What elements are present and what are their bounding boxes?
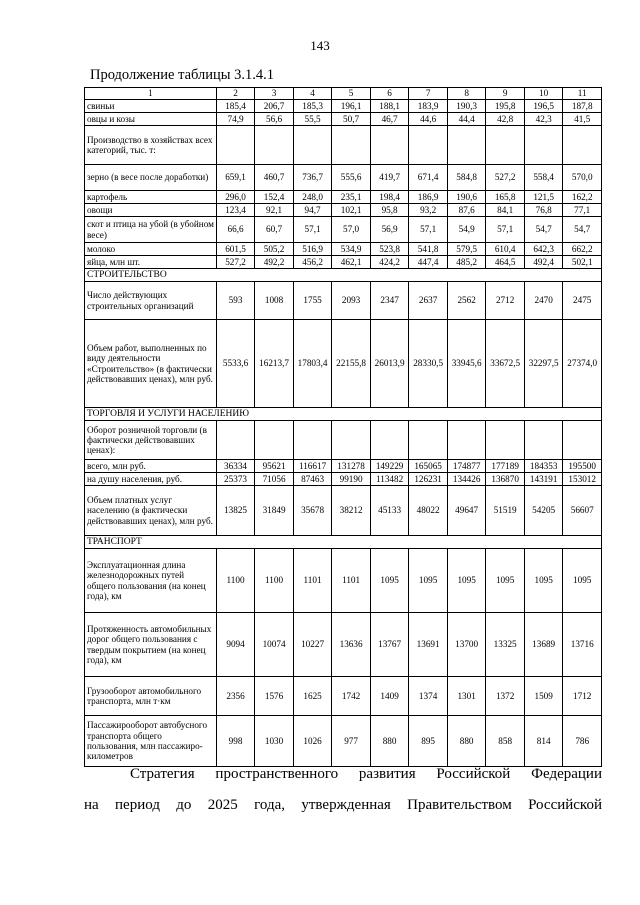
table-cell: 462,1 bbox=[332, 256, 371, 269]
table-cell: 183,9 bbox=[409, 100, 448, 113]
table-cell: 895 bbox=[409, 716, 448, 767]
table-cell: 2093 bbox=[332, 282, 371, 320]
column-header: 5 bbox=[332, 88, 371, 100]
table-row bbox=[85, 282, 602, 320]
table-cell: 22155,8 bbox=[332, 320, 371, 408]
table-cell: 195,8 bbox=[486, 100, 525, 113]
table-cell: 610,4 bbox=[486, 243, 525, 256]
table-cell: 60,7 bbox=[255, 217, 294, 243]
row-label: овощи bbox=[85, 204, 217, 217]
table-cell: 41,5 bbox=[563, 113, 602, 126]
table-cell: 492,4 bbox=[524, 256, 563, 269]
row-label: всего, млн руб. bbox=[85, 460, 217, 473]
table-cell: 1095 bbox=[409, 549, 448, 613]
table-cell: 36334 bbox=[216, 460, 255, 473]
table-cell: 55,5 bbox=[293, 113, 332, 126]
table-cell: 185,3 bbox=[293, 100, 332, 113]
table-cell: 1095 bbox=[447, 549, 486, 613]
table-header-row bbox=[85, 88, 602, 100]
table-cell: 116617 bbox=[293, 460, 332, 473]
table-cell bbox=[524, 421, 563, 460]
table-cell: 25373 bbox=[216, 473, 255, 486]
table-cell: 165065 bbox=[409, 460, 448, 473]
table-cell: 136870 bbox=[486, 473, 525, 486]
table-row bbox=[85, 217, 602, 243]
table-cell: 10074 bbox=[255, 613, 294, 677]
table-cell: 523,8 bbox=[370, 243, 409, 256]
table-cell: 1095 bbox=[563, 549, 602, 613]
table-cell bbox=[409, 126, 448, 165]
table-cell bbox=[563, 126, 602, 165]
table-cell: 858 bbox=[486, 716, 525, 767]
table-cell: 187,8 bbox=[563, 100, 602, 113]
table-cell: 33945,6 bbox=[447, 320, 486, 408]
table-cell: 1101 bbox=[293, 549, 332, 613]
section-row bbox=[85, 408, 602, 421]
row-label: Число действующих строительных организаций bbox=[85, 282, 217, 320]
table-cell bbox=[370, 421, 409, 460]
table-row bbox=[85, 549, 602, 613]
table-cell: 1026 bbox=[293, 716, 332, 767]
table-cell: 190,3 bbox=[447, 100, 486, 113]
table-cell: 134426 bbox=[447, 473, 486, 486]
table-cell: 13825 bbox=[216, 486, 255, 536]
table-cell: 54205 bbox=[524, 486, 563, 536]
page-number: 143 bbox=[310, 38, 330, 53]
table-cell: 196,1 bbox=[332, 100, 371, 113]
table-cell: 188,1 bbox=[370, 100, 409, 113]
table-cell bbox=[255, 126, 294, 165]
table-cell: 95621 bbox=[255, 460, 294, 473]
section-row bbox=[85, 536, 602, 549]
table-cell: 57,1 bbox=[486, 217, 525, 243]
table-cell: 502,1 bbox=[563, 256, 602, 269]
table-cell: 56,9 bbox=[370, 217, 409, 243]
table-cell: 131278 bbox=[332, 460, 371, 473]
table-cell: 447,4 bbox=[409, 256, 448, 269]
table-cell bbox=[293, 421, 332, 460]
table-cell bbox=[216, 421, 255, 460]
table-cell: 13689 bbox=[524, 613, 563, 677]
table-cell bbox=[332, 421, 371, 460]
table-cell bbox=[447, 126, 486, 165]
table-cell: 77,1 bbox=[563, 204, 602, 217]
table-cell: 1625 bbox=[293, 677, 332, 716]
table-cell: 71056 bbox=[255, 473, 294, 486]
table-cell: 13325 bbox=[486, 613, 525, 677]
table-cell: 1095 bbox=[370, 549, 409, 613]
row-label: овцы и козы bbox=[85, 113, 217, 126]
table-cell: 880 bbox=[370, 716, 409, 767]
table-cell: 93,2 bbox=[409, 204, 448, 217]
table-row bbox=[85, 421, 602, 460]
row-label: Производство в хозяйствах всех категорий, тыс. т: bbox=[85, 126, 217, 165]
table-cell: 505,2 bbox=[255, 243, 294, 256]
column-header: 8 bbox=[447, 88, 486, 100]
table-cell: 74,9 bbox=[216, 113, 255, 126]
table-cell: 149229 bbox=[370, 460, 409, 473]
table-cell: 51519 bbox=[486, 486, 525, 536]
table-cell: 880 bbox=[447, 716, 486, 767]
section-row bbox=[85, 269, 602, 282]
table-cell: 17803,4 bbox=[293, 320, 332, 408]
table-cell: 16213,7 bbox=[255, 320, 294, 408]
table-cell: 2347 bbox=[370, 282, 409, 320]
table-cell: 570,0 bbox=[563, 165, 602, 191]
row-label: зерно (в весе после доработки) bbox=[85, 165, 217, 191]
table-cell bbox=[216, 126, 255, 165]
table-cell: 102,1 bbox=[332, 204, 371, 217]
table-cell: 45133 bbox=[370, 486, 409, 536]
row-label: Эксплуатационная длина железнодорожных путей общего пользования (на конец года), км bbox=[85, 549, 217, 613]
table-cell: 579,5 bbox=[447, 243, 486, 256]
table-cell bbox=[293, 126, 332, 165]
table-cell: 2356 bbox=[216, 677, 255, 716]
table-cell: 92,1 bbox=[255, 204, 294, 217]
row-label: Объем платных услуг населению (в фактически действовавших ценах), млн руб. bbox=[85, 486, 217, 536]
row-label: на душу населения, руб. bbox=[85, 473, 217, 486]
table-row bbox=[85, 677, 602, 716]
table-cell: 998 bbox=[216, 716, 255, 767]
table-cell: 1101 bbox=[332, 549, 371, 613]
table-cell: 32297,5 bbox=[524, 320, 563, 408]
table-cell: 44,4 bbox=[447, 113, 486, 126]
table-cell: 516,9 bbox=[293, 243, 332, 256]
table-row bbox=[85, 100, 602, 113]
table-cell: 162,2 bbox=[563, 191, 602, 204]
table-cell: 977 bbox=[332, 716, 371, 767]
table-cell: 87463 bbox=[293, 473, 332, 486]
table-cell: 671,4 bbox=[409, 165, 448, 191]
table-cell: 66,6 bbox=[216, 217, 255, 243]
table-cell: 76,8 bbox=[524, 204, 563, 217]
row-label: скот и птица на убой (в убойном весе) bbox=[85, 217, 217, 243]
table-cell: 2475 bbox=[563, 282, 602, 320]
table-cell: 165,8 bbox=[486, 191, 525, 204]
table-cell bbox=[255, 421, 294, 460]
table-cell: 56,6 bbox=[255, 113, 294, 126]
table-cell: 10227 bbox=[293, 613, 332, 677]
table-cell: 464,5 bbox=[486, 256, 525, 269]
table-cell: 534,9 bbox=[332, 243, 371, 256]
table-row bbox=[85, 243, 602, 256]
table-row bbox=[85, 486, 602, 536]
table-cell: 42,3 bbox=[524, 113, 563, 126]
table-row bbox=[85, 126, 602, 165]
table-cell: 13767 bbox=[370, 613, 409, 677]
table-cell: 13636 bbox=[332, 613, 371, 677]
table-cell: 13716 bbox=[563, 613, 602, 677]
table-cell: 1095 bbox=[524, 549, 563, 613]
table-row bbox=[85, 204, 602, 217]
table-cell: 1008 bbox=[255, 282, 294, 320]
table-row bbox=[85, 256, 602, 269]
table-cell: 736,7 bbox=[293, 165, 332, 191]
table-row bbox=[85, 613, 602, 677]
table-cell: 113482 bbox=[370, 473, 409, 486]
table-cell: 190,6 bbox=[447, 191, 486, 204]
table-cell: 659,1 bbox=[216, 165, 255, 191]
table-cell bbox=[486, 421, 525, 460]
table-cell: 48022 bbox=[409, 486, 448, 536]
table-cell: 57,0 bbox=[332, 217, 371, 243]
section-title: ТРАНСПОРТ bbox=[85, 536, 602, 549]
table-cell: 1509 bbox=[524, 677, 563, 716]
column-header: 11 bbox=[563, 88, 602, 100]
table-row bbox=[85, 113, 602, 126]
table-cell: 123,4 bbox=[216, 204, 255, 217]
table-cell bbox=[524, 126, 563, 165]
table-cell: 527,2 bbox=[216, 256, 255, 269]
table-cell: 28330,5 bbox=[409, 320, 448, 408]
row-label: яйца, млн шт. bbox=[85, 256, 217, 269]
row-label: Протяженность автомобильных дорог общего пользования с твердым покрытием (на конец года), км bbox=[85, 613, 217, 677]
table-cell: 662,2 bbox=[563, 243, 602, 256]
row-label: Оборот розничной торговли (в фактически действовавших ценах): bbox=[85, 421, 217, 460]
table-cell: 1100 bbox=[216, 549, 255, 613]
table-cell: 184353 bbox=[524, 460, 563, 473]
row-label: Грузооборот автомобильного транспорта, млн т·км bbox=[85, 677, 217, 716]
table-cell: 33672,5 bbox=[486, 320, 525, 408]
table-cell: 2637 bbox=[409, 282, 448, 320]
table-cell: 1576 bbox=[255, 677, 294, 716]
table-cell: 196,5 bbox=[524, 100, 563, 113]
body-text-line-2: на период до 2025 года, утвержденная Правительством Российской bbox=[84, 797, 602, 813]
table-cell: 38212 bbox=[332, 486, 371, 536]
column-header: 10 bbox=[524, 88, 563, 100]
table-cell: 527,2 bbox=[486, 165, 525, 191]
table-cell: 126231 bbox=[409, 473, 448, 486]
table-cell: 1030 bbox=[255, 716, 294, 767]
table-cell: 419,7 bbox=[370, 165, 409, 191]
table-cell: 57,1 bbox=[293, 217, 332, 243]
table-cell: 84,1 bbox=[486, 204, 525, 217]
table-cell: 5533,6 bbox=[216, 320, 255, 408]
table-cell: 31849 bbox=[255, 486, 294, 536]
table-cell bbox=[447, 421, 486, 460]
table-cell: 1095 bbox=[486, 549, 525, 613]
table-row bbox=[85, 460, 602, 473]
table-cell: 814 bbox=[524, 716, 563, 767]
table-cell: 1755 bbox=[293, 282, 332, 320]
table-cell: 601,5 bbox=[216, 243, 255, 256]
table-cell: 1374 bbox=[409, 677, 448, 716]
table-cell: 1742 bbox=[332, 677, 371, 716]
table-cell: 44,6 bbox=[409, 113, 448, 126]
table-cell: 460,7 bbox=[255, 165, 294, 191]
table-cell: 54,9 bbox=[447, 217, 486, 243]
row-label: молоко bbox=[85, 243, 217, 256]
table-cell: 456,2 bbox=[293, 256, 332, 269]
table-cell: 27374,0 bbox=[563, 320, 602, 408]
section-title: ТОРГОВЛЯ И УСЛУГИ НАСЕЛЕНИЮ bbox=[85, 408, 602, 421]
table-cell: 541,8 bbox=[409, 243, 448, 256]
table-cell bbox=[370, 126, 409, 165]
table-cell: 54,7 bbox=[524, 217, 563, 243]
table-cell: 50,7 bbox=[332, 113, 371, 126]
column-header: 9 bbox=[486, 88, 525, 100]
table-cell: 492,2 bbox=[255, 256, 294, 269]
table-cell: 195500 bbox=[563, 460, 602, 473]
table-cell: 54,7 bbox=[563, 217, 602, 243]
table-cell bbox=[486, 126, 525, 165]
table-cell: 26013,9 bbox=[370, 320, 409, 408]
table-cell: 593 bbox=[216, 282, 255, 320]
table-cell: 35678 bbox=[293, 486, 332, 536]
table-cell: 1409 bbox=[370, 677, 409, 716]
table-cell: 296,0 bbox=[216, 191, 255, 204]
table-cell: 9094 bbox=[216, 613, 255, 677]
table-cell: 642,3 bbox=[524, 243, 563, 256]
row-label: Пассажирооборот автобусного транспорта общего пользования, млн пассажиро-километров bbox=[85, 716, 217, 767]
table-cell: 1301 bbox=[447, 677, 486, 716]
column-header: 3 bbox=[255, 88, 294, 100]
table-cell: 485,2 bbox=[447, 256, 486, 269]
table-cell: 95,8 bbox=[370, 204, 409, 217]
table-cell: 121,5 bbox=[524, 191, 563, 204]
table-cell: 206,7 bbox=[255, 100, 294, 113]
table-cell: 153012 bbox=[563, 473, 602, 486]
table-cell: 1372 bbox=[486, 677, 525, 716]
table-cell: 2470 bbox=[524, 282, 563, 320]
table-cell: 584,8 bbox=[447, 165, 486, 191]
table-cell: 2562 bbox=[447, 282, 486, 320]
column-header: 2 bbox=[216, 88, 255, 100]
table-cell: 2712 bbox=[486, 282, 525, 320]
column-header: 1 bbox=[85, 88, 217, 100]
table-cell: 558,4 bbox=[524, 165, 563, 191]
table-cell: 46,7 bbox=[370, 113, 409, 126]
table-row bbox=[85, 165, 602, 191]
table-row bbox=[85, 191, 602, 204]
table-cell: 99190 bbox=[332, 473, 371, 486]
column-header: 7 bbox=[409, 88, 448, 100]
row-label: Объем работ, выполненных по виду деятельности «Строительство» (в фактически действовавших ценах), млн руб. bbox=[85, 320, 217, 408]
body-text-line-1: Стратегия пространственного развития Российской Федерации bbox=[130, 766, 602, 782]
table-row bbox=[85, 473, 602, 486]
table-cell: 186,9 bbox=[409, 191, 448, 204]
table-cell: 424,2 bbox=[370, 256, 409, 269]
table-cell: 94,7 bbox=[293, 204, 332, 217]
table-cell: 174877 bbox=[447, 460, 486, 473]
table-cell: 1712 bbox=[563, 677, 602, 716]
table-cell: 1100 bbox=[255, 549, 294, 613]
column-header: 4 bbox=[293, 88, 332, 100]
table-cell: 87,6 bbox=[447, 204, 486, 217]
table-cell: 555,6 bbox=[332, 165, 371, 191]
table-cell: 152,4 bbox=[255, 191, 294, 204]
table-cell bbox=[563, 421, 602, 460]
table-cell: 198,4 bbox=[370, 191, 409, 204]
table-cell: 177189 bbox=[486, 460, 525, 473]
table-cell bbox=[409, 421, 448, 460]
statistics-table bbox=[84, 87, 602, 767]
table-row bbox=[85, 716, 602, 767]
table-row bbox=[85, 320, 602, 408]
table-cell: 49647 bbox=[447, 486, 486, 536]
column-header: 6 bbox=[370, 88, 409, 100]
table-cell: 235,1 bbox=[332, 191, 371, 204]
row-label: картофель bbox=[85, 191, 217, 204]
table-cell: 248,0 bbox=[293, 191, 332, 204]
table-cell: 13700 bbox=[447, 613, 486, 677]
table-cell: 13691 bbox=[409, 613, 448, 677]
table-cell: 185,4 bbox=[216, 100, 255, 113]
table-cell: 42,8 bbox=[486, 113, 525, 126]
table-cell: 143191 bbox=[524, 473, 563, 486]
table-caption: Продолжение таблицы 3.1.4.1 bbox=[90, 67, 275, 83]
table-cell: 56607 bbox=[563, 486, 602, 536]
table-cell: 786 bbox=[563, 716, 602, 767]
row-label: свиньи bbox=[85, 100, 217, 113]
table-cell: 57,1 bbox=[409, 217, 448, 243]
section-title: СТРОИТЕЛЬСТВО bbox=[85, 269, 602, 282]
table-cell bbox=[332, 126, 371, 165]
